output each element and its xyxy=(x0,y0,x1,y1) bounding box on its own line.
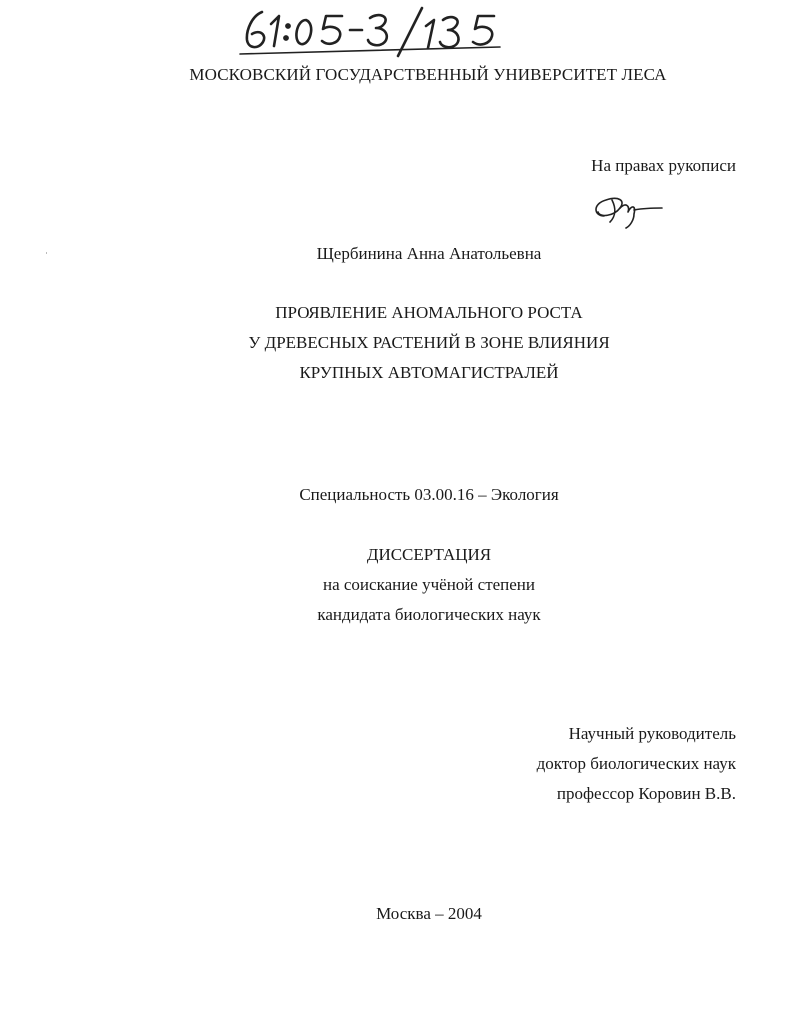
author-name: Щербинина Анна Анатольевна xyxy=(316,244,542,263)
handwritten-archive-code xyxy=(238,2,514,60)
degree-line-1: на соискание учёной степени xyxy=(322,575,536,594)
supervisor-line-2: доктор биологических наук xyxy=(536,754,736,773)
title-line-3: КРУПНЫХ АВТОМАГИСТРАЛЕЙ xyxy=(299,363,559,382)
city-year: Москва – 2004 xyxy=(376,904,482,923)
manuscript-note: На правах рукописи xyxy=(591,156,736,175)
university-name: МОСКОВСКИЙ ГОСУДАРСТВЕННЫЙ УНИВЕРСИТЕТ ЛЕСА xyxy=(189,65,667,84)
degree-line-2: кандидата биологических наук xyxy=(317,605,541,624)
handwritten-signature xyxy=(590,186,670,230)
specialty: Специальность 03.00.16 – Экология xyxy=(299,485,559,504)
scan-speck xyxy=(46,252,47,254)
supervisor-line-3: профессор Коровин В.В. xyxy=(556,784,736,803)
title-line-1: ПРОЯВЛЕНИЕ АНОМАЛЬНОГО РОСТА xyxy=(275,303,583,322)
dissertation-label: ДИССЕРТАЦИЯ xyxy=(366,545,492,564)
supervisor-line-1: Научный руководитель xyxy=(568,724,736,743)
title-line-2: У ДРЕВЕСНЫХ РАСТЕНИЙ В ЗОНЕ ВЛИЯНИЯ xyxy=(248,333,610,352)
